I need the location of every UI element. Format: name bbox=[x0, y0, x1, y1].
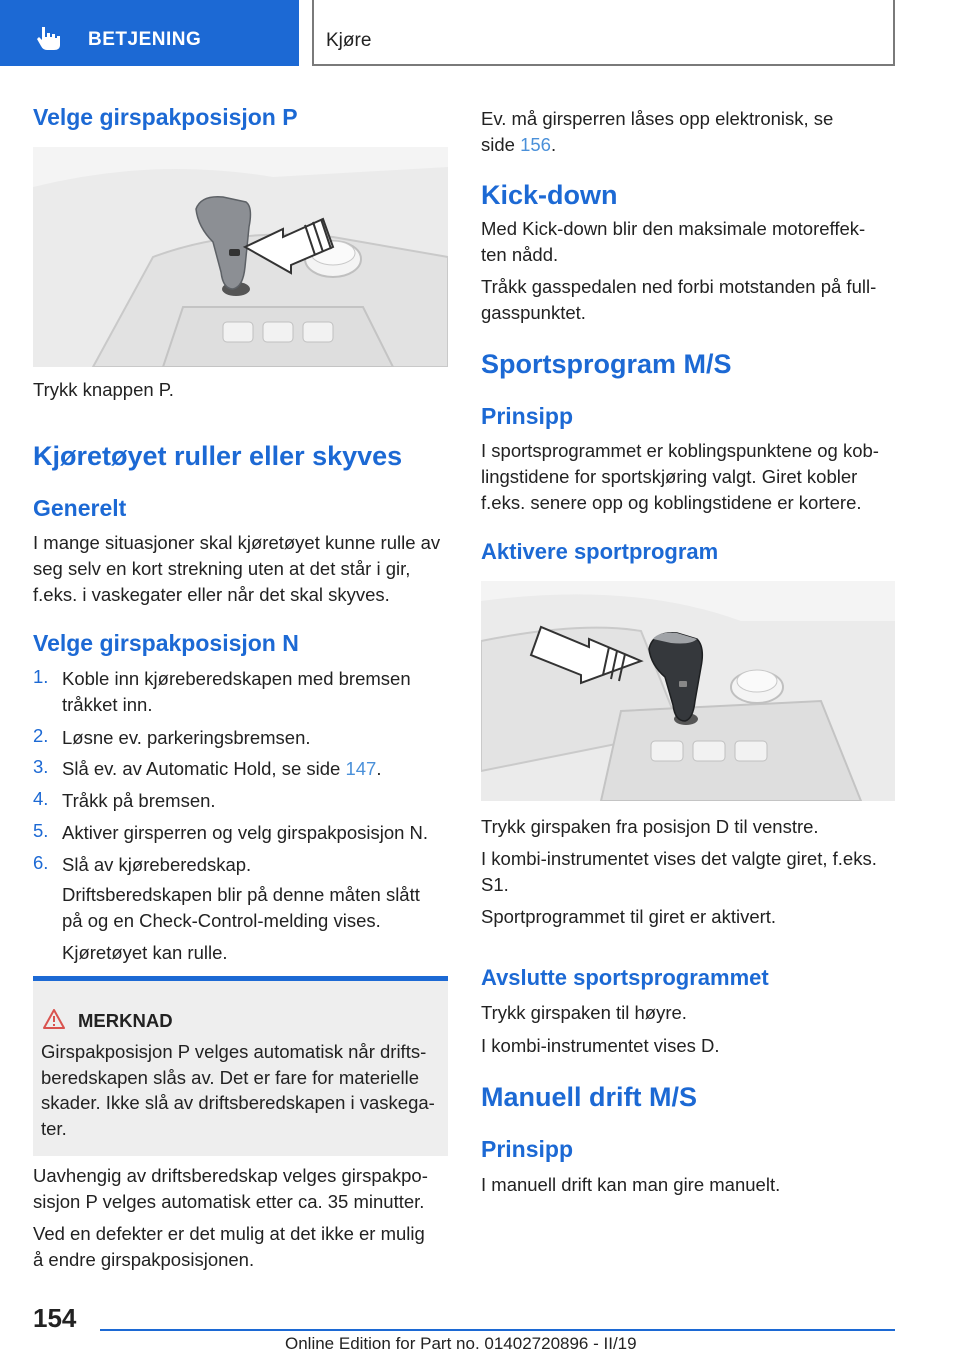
notice-box bbox=[33, 976, 448, 1156]
step-number: 2. bbox=[33, 725, 49, 746]
step-number: 5. bbox=[33, 820, 49, 841]
warning-triangle-icon bbox=[43, 1009, 65, 1029]
step-subtext: Kjøretøyet kan rulle. bbox=[62, 942, 228, 963]
heading-manual-mode: Manuell drift M/S bbox=[481, 1082, 697, 1112]
paragraph-activate-4: Sportprogrammet til giret er aktivert. bbox=[481, 906, 777, 927]
paragraph-general-2: seg selv en kort strekning uten at det står i gir, bbox=[33, 558, 411, 579]
hand-pointer-icon bbox=[36, 25, 62, 51]
chapter-tab-label: BETJENING bbox=[88, 29, 202, 50]
paragraph-principle-2: lingstidene for sportskjøring valgt. Giret kobler bbox=[481, 466, 858, 487]
paragraph-principle-3: f.eks. senere opp og koblingstidene er kortere. bbox=[481, 492, 862, 513]
paragraph-auto-p-1: Uavhengig av driftsberedskap velges girspakpo- bbox=[33, 1165, 428, 1186]
paragraph-activate-2: I kombi-instrumentet vises det valgte giret, f.eks. bbox=[481, 848, 877, 869]
illustration-park-button bbox=[33, 147, 448, 367]
paragraph-end-2: I kombi-instrumentet vises D. bbox=[481, 1035, 720, 1056]
paragraph-defect-1: Ved en defekter er det mulig at det ikke er mulig bbox=[33, 1223, 425, 1244]
paragraph-auto-p-2: sisjon P velges automatisk etter ca. 35 minutter. bbox=[33, 1191, 425, 1212]
heading-kick-down: Kick-down bbox=[481, 180, 618, 210]
heading-end-sport: Avslutte sportsprogrammet bbox=[481, 965, 769, 990]
paragraph-manual: I manuell drift kan man gire manuelt. bbox=[481, 1174, 781, 1195]
step-subtext: på og en Check-Control-melding vises. bbox=[62, 910, 381, 931]
heading-select-p: Velge girspakposisjon P bbox=[33, 104, 298, 130]
notice-line: beredskapen slås av. Det er fare for materielle bbox=[41, 1066, 420, 1088]
paragraph-activate-1: Trykk girspaken fra posisjon D til venstre. bbox=[481, 816, 819, 837]
step-number: 1. bbox=[33, 666, 49, 687]
heading-general: Generelt bbox=[33, 495, 127, 521]
paragraph-unlock-2 bbox=[481, 132, 556, 158]
step-text: Løsne ev. parkeringsbremsen. bbox=[62, 727, 311, 748]
page-link-147[interactable]: 147 bbox=[345, 758, 377, 779]
footer-divider bbox=[100, 1329, 895, 1331]
paragraph-activate-3: S1. bbox=[481, 874, 509, 895]
step-number: 6. bbox=[33, 852, 49, 873]
text-part: . bbox=[550, 134, 557, 155]
step-text-part: . bbox=[376, 758, 382, 779]
step-number: 3. bbox=[33, 756, 49, 777]
paragraph-kick-2: ten nådd. bbox=[481, 244, 559, 265]
step-text bbox=[62, 756, 381, 782]
heading-sport-program: Sportsprogram M/S bbox=[481, 349, 732, 379]
paragraph-kick-1: Med Kick-down blir den maksimale motoreffek- bbox=[481, 218, 866, 239]
edition-text: Online Edition for Part no. 01402720896 - II/19 bbox=[285, 1334, 637, 1353]
step-text: tråkket inn. bbox=[62, 694, 153, 715]
notice-line: ter. bbox=[41, 1117, 67, 1139]
heading-principle-1: Prinsipp bbox=[481, 403, 574, 429]
paragraph-defect-2: å endre girspakposisjonen. bbox=[33, 1249, 255, 1270]
heading-vehicle-rolls: Kjøretøyet ruller eller skyves bbox=[33, 441, 403, 471]
chapter-tab[interactable] bbox=[0, 0, 299, 66]
paragraph-general-3: f.eks. i vaskegater eller når det skal skyves. bbox=[33, 584, 390, 605]
paragraph-kick-3: Tråkk gasspedalen ned forbi motstanden på full- bbox=[481, 276, 877, 297]
paragraph-principle-1: I sportsprogrammet er koblingspunktene og kob- bbox=[481, 440, 879, 461]
step-text-part: Slå ev. av Automatic Hold, se side bbox=[62, 758, 346, 779]
caption-press-p: Trykk knappen P. bbox=[33, 379, 174, 400]
paragraph-unlock-1: Ev. må girsperren låses opp elektronisk, se bbox=[481, 108, 834, 129]
paragraph-general-1: I mange situasjoner skal kjøretøyet kunne rulle av bbox=[33, 532, 441, 553]
illustration-gear-lever-left bbox=[481, 581, 895, 801]
step-text: Slå av kjøreberedskap. bbox=[62, 854, 252, 875]
heading-activate-sport: Aktivere sportprogram bbox=[481, 539, 719, 564]
notice-line: skader. Ikke slå av driftsberedskapen i vaskega- bbox=[41, 1092, 435, 1113]
step-text: Koble inn kjøreberedskapen med bremsen bbox=[62, 668, 411, 689]
paragraph-kick-4: gasspunktet. bbox=[481, 302, 586, 323]
step-number: 4. bbox=[33, 788, 49, 809]
step-subtext: Driftsberedskapen blir på denne måten slått bbox=[62, 884, 420, 905]
text-part: side bbox=[481, 134, 521, 155]
notice-title: MERKNAD bbox=[78, 1010, 173, 1031]
heading-principle-2: Prinsipp bbox=[481, 1136, 574, 1162]
paragraph-end-1: Trykk girspaken til høyre. bbox=[481, 1002, 687, 1023]
section-header bbox=[312, 0, 895, 66]
notice-line: Girspakposisjon P velges automatisk når drifts- bbox=[41, 1041, 427, 1062]
step-text: Tråkk på bremsen. bbox=[62, 790, 216, 811]
section-title: Kjøre bbox=[326, 30, 372, 51]
heading-select-n: Velge girspakposisjon N bbox=[33, 630, 299, 656]
notice-text bbox=[41, 1039, 441, 1141]
step-text: Aktiver girsperren og velg girspakposisjon N. bbox=[62, 822, 429, 843]
page-number: 154 bbox=[33, 1303, 77, 1333]
page-link-156[interactable]: 156 bbox=[520, 134, 551, 155]
